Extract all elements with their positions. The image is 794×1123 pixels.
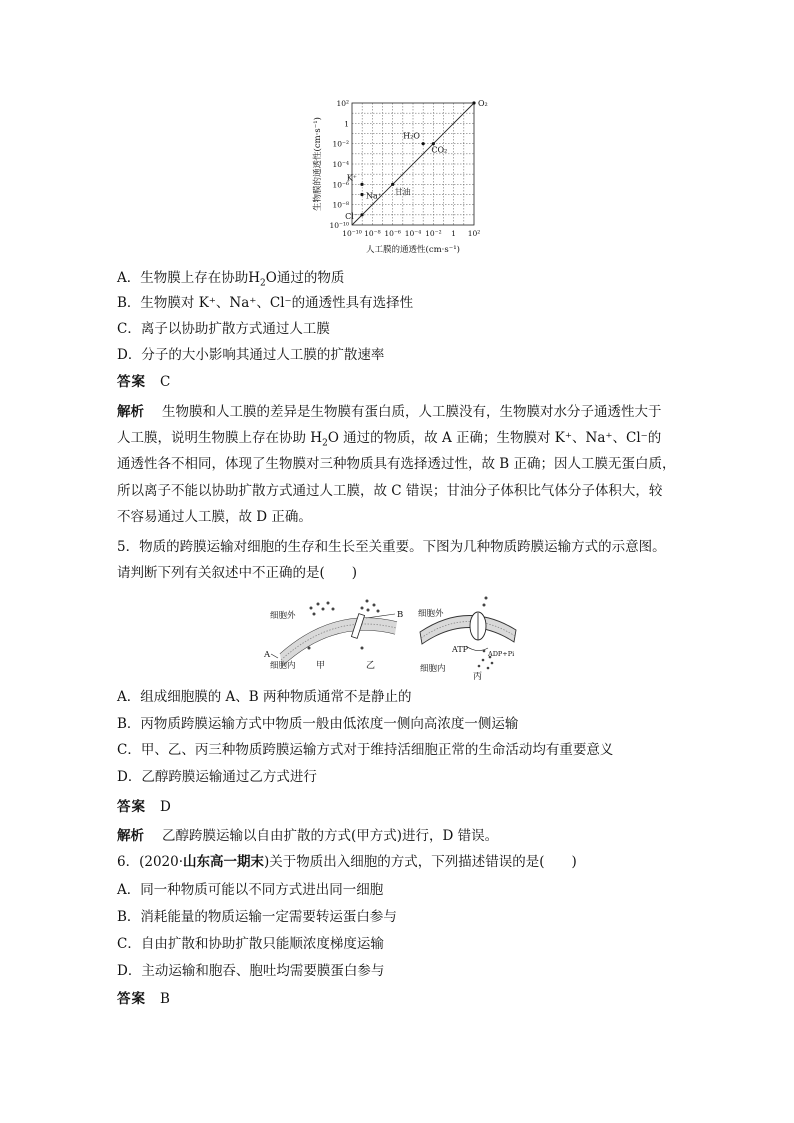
- fig-bing: 丙: [473, 672, 483, 682]
- q4-analysis-line-5: 不容易通过人工膜，故 D 正确。: [117, 509, 312, 525]
- point-label: Cl⁻: [345, 211, 358, 221]
- q4-analysis-line-3: 通透性各不相同，体现了生物膜对三种物质具有选择透过性，故 B 正确；因人工膜无蛋白质，: [117, 456, 676, 472]
- y-tick-label: 1: [344, 119, 349, 129]
- q6-stem: 6．(2020·山东高一期末)关于物质出入细胞的方式，下列描述错误的是( ): [117, 854, 577, 870]
- point-label: O₂: [478, 99, 488, 108]
- data-point: [360, 193, 363, 196]
- x-tick-label: 10⁻⁸: [364, 229, 381, 238]
- fig-adp: ADP+Pi: [488, 650, 515, 658]
- y-tick-label: 10⁻⁴: [332, 160, 349, 169]
- q4-option-a: A．生物膜上存在协助$H_2O$通过的物质: [117, 270, 345, 289]
- data-point: [472, 101, 475, 104]
- q5-option-b: B．丙物质跨膜运输方式中物质一般由低浓度一侧向高浓度一侧运输: [117, 716, 519, 732]
- fig-atp: ATP: [452, 645, 469, 654]
- point-label: Na⁺: [366, 191, 382, 201]
- q5-stem-line-2: 请判断下列有关叙述中不正确的是( ): [117, 565, 358, 581]
- q4-option-d: D．分子的大小影响其通过人工膜的扩散速率: [117, 347, 385, 363]
- label-b-pointer: [366, 614, 395, 618]
- fig-label-a: A: [264, 650, 271, 660]
- data-point: [391, 183, 394, 186]
- q4-analysis-line-4: 所以离子不能以协助扩散方式通过人工膜，故 C 错误；甘油分子体积比气体分子体积大，较: [117, 483, 663, 499]
- fig-jia: 甲: [316, 661, 326, 671]
- y-tick-label: 10²: [336, 99, 349, 108]
- q5-option-d: D．乙醇跨膜运输通过乙方式进行: [117, 769, 317, 785]
- x-tick-label: 10⁻¹⁰: [342, 229, 362, 238]
- point-label: H₂O: [403, 131, 420, 141]
- fig-outside-right: 细胞外: [418, 609, 444, 619]
- fig-label-b: B: [397, 610, 404, 620]
- q6-option-a: A．同一种物质可能以不同方式进出同一细胞: [117, 882, 384, 898]
- y-tick-label: 10⁻⁸: [332, 200, 349, 210]
- y-tick-label: 10⁻²: [332, 139, 349, 149]
- q5-option-c: C．甲、乙、丙三种物质跨膜运输方式对于维持活细胞正常的生命活动均有重要意义: [117, 742, 614, 758]
- fig-inside-right: 细胞内: [420, 664, 446, 674]
- point-label: CO₂: [431, 145, 448, 155]
- q6-answer: 答案 B: [117, 991, 171, 1007]
- membrane-transport-figure: [262, 596, 517, 682]
- y-tick-label: 10⁻¹⁰: [329, 221, 349, 230]
- q5-analysis: 解析 乙醇跨膜运输以自由扩散的方式(甲方式)进行，D 错误。: [117, 828, 499, 844]
- data-point: [360, 183, 363, 186]
- q4-option-c: C．离子以协助扩散方式通过人工膜: [117, 321, 330, 337]
- fig-yi: 乙: [366, 661, 376, 671]
- point-label: 甘油: [394, 187, 411, 197]
- label-a-pointer: [271, 654, 278, 658]
- q6-option-b: B．消耗能量的物质运输一定需要转运蛋白参与: [117, 909, 397, 925]
- x-tick-label: 10⁻⁴: [404, 229, 422, 238]
- fig-outside-left: 细胞外: [270, 611, 296, 621]
- x-tick-label: 10⁻⁶: [384, 229, 401, 238]
- q4-option-b: B．生物膜对 K⁺、Na⁺、Cl⁻的通透性具有选择性: [117, 295, 414, 311]
- q5-answer: 答案 D: [117, 799, 172, 815]
- data-point: [360, 213, 363, 216]
- q4-analysis-line-1: 解析 生物膜和人工膜的差异是生物膜有蛋白质，人工膜没有，生物膜对水分子通透性大于: [117, 404, 662, 420]
- atp-arrow: [466, 646, 488, 651]
- data-point: [422, 142, 425, 145]
- x-tick-label: 10⁻²: [425, 229, 442, 238]
- q6-option-d: D．主动运输和胞吞、胞吐均需要膜蛋白参与: [117, 963, 385, 979]
- x-tick-label: 10²: [467, 229, 481, 238]
- x-tick-label: 1: [451, 229, 457, 238]
- y-axis-label: 生物膜的通透性(cm·s⁻¹): [313, 117, 323, 211]
- q4-answer: 答案 C: [117, 374, 172, 390]
- q4-analysis-line-2: 人工膜，说明生物膜上存在协助 $H_2O$ 通过的物质，故 A 正确；生物膜对 K⁺、Na⁺、Cl⁻的: [117, 430, 662, 449]
- q6-option-c: C．自由扩散和协助扩散只能顺浓度梯度运输: [117, 936, 384, 952]
- q5-option-a: A．组成细胞膜的 A、B 两种物质通常不是静止的: [117, 689, 412, 705]
- fig-inside-left: 细胞内: [270, 661, 296, 671]
- y-tick-label: 10⁻⁶: [332, 180, 349, 190]
- x-axis-label: 人工膜的通透性(cm·s⁻¹): [366, 245, 460, 255]
- q5-stem-line-1: 5．物质的跨膜运输对细胞的生存和生长至关重要。下图为几种物质跨膜运输方式的示意图。: [117, 539, 666, 555]
- point-label: K⁺: [346, 173, 357, 183]
- permeability-chart: [300, 95, 500, 265]
